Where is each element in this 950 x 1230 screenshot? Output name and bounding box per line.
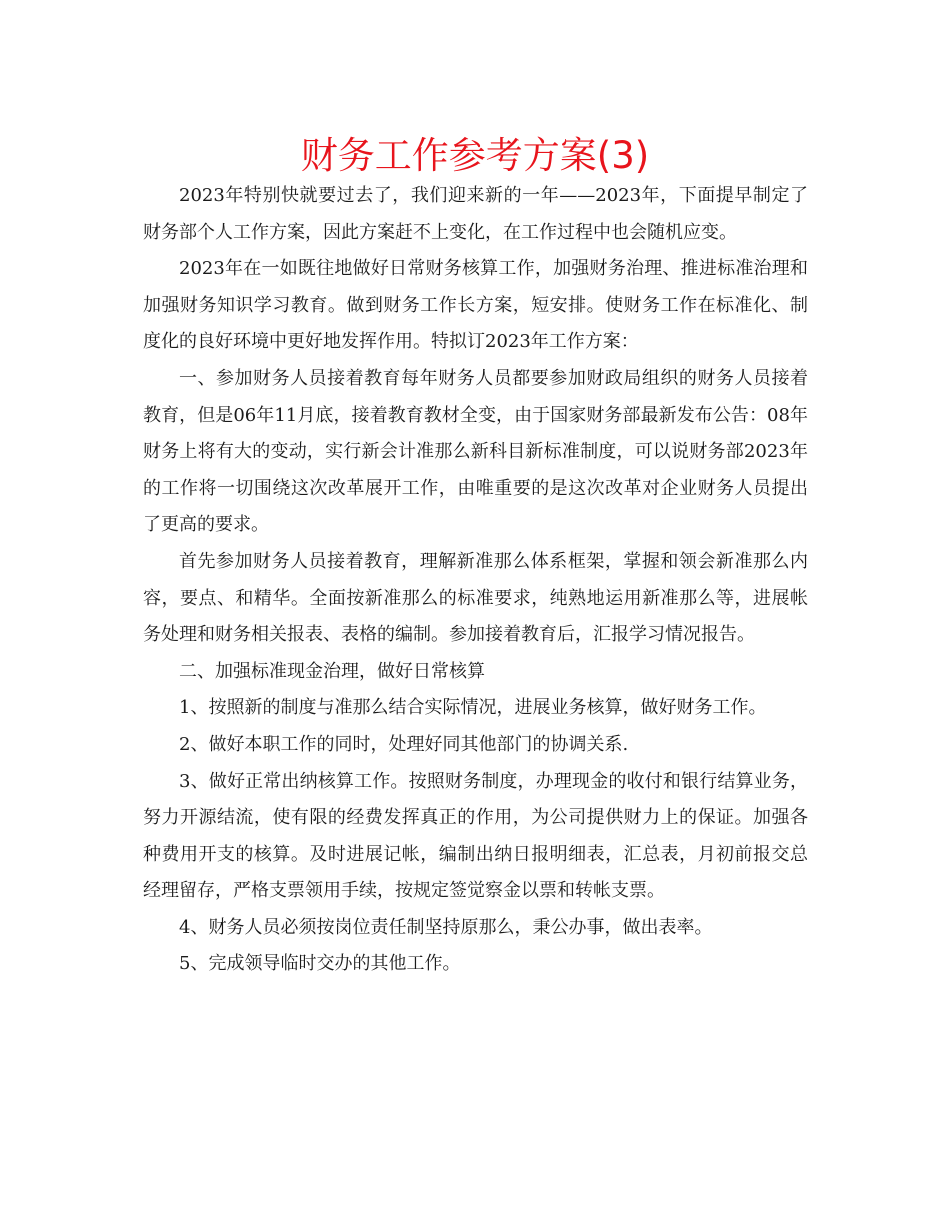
paragraph-item-1: 1、按照新的制度与准那么结合实际情况，进展业务核算，做好财务工作。 — [179, 697, 767, 719]
paragraph-item-2: 2、做好本职工作的同时，处理好同其他部门的协调关系. — [179, 733, 629, 755]
paragraph-item-3: 3、做好正常出纳核算工作。按照财务制度，办理现金的收付和银行结算业务，努力开源结流，使有限的经费发挥真正的作用，为公司提供财力上的保证。加强各种费用开支的核算。及时进展记帐，编制出纳日报明细表，汇总表，月初前报交总经理留存，严格支票领用手续，按规定签觉察金以票和转帐支票。 — [143, 770, 808, 902]
document-body — [143, 178, 808, 983]
paragraph-section-2-heading: 二、加强标准现金治理，做好日常核算 — [179, 660, 485, 682]
paragraph-section-1-detail: 首先参加财务人员接着教育，理解新准那么体系框架，掌握和领会新准那么内容，要点、和精华。全面按新准那么的标准要求，纯熟地运用新准那么等，进展帐务处理和财务相关报表、表格的编制。参加接着教育后，汇报学习情况报告。 — [143, 550, 808, 646]
paragraph-overview: 2023年在一如既往地做好日常财务核算工作，加强财务治理、推进标准治理和加强财务知识学习教育。做到财务工作长方案，短安排。使财务工作在标准化、制度化的良好环境中更好地发挥作用。特拟订2023年工作方案： — [143, 258, 808, 353]
paragraph-section-1: 一、参加财务人员接着教育每年财务人员都要参加财政局组织的财务人员接着教育，但是06年11月底，接着教育教材全变，由于国家财务部最新发布公告：08年财务上将有大的变动，实行新会计准那么新科目新标准制度，可以说财务部2023年的工作将一切围绕这次改革展开工作，由唯重要的是这次改革对企业财务人员提出了更高的要求。 — [143, 367, 808, 536]
paragraph-intro: 2023年特别快就要过去了，我们迎来新的一年——2023年，下面提早制定了财务部个人工作方案，因此方案赶不上变化，在工作过程中也会随机应变。 — [143, 185, 808, 243]
paragraph-item-4: 4、财务人员必须按岗位责任制坚持原那么，秉公办事，做出表率。 — [179, 916, 713, 938]
paragraph-item-5: 5、完成领导临时交办的其他工作。 — [179, 953, 461, 975]
document-title: 财务工作参考方案(3) — [300, 134, 650, 177]
